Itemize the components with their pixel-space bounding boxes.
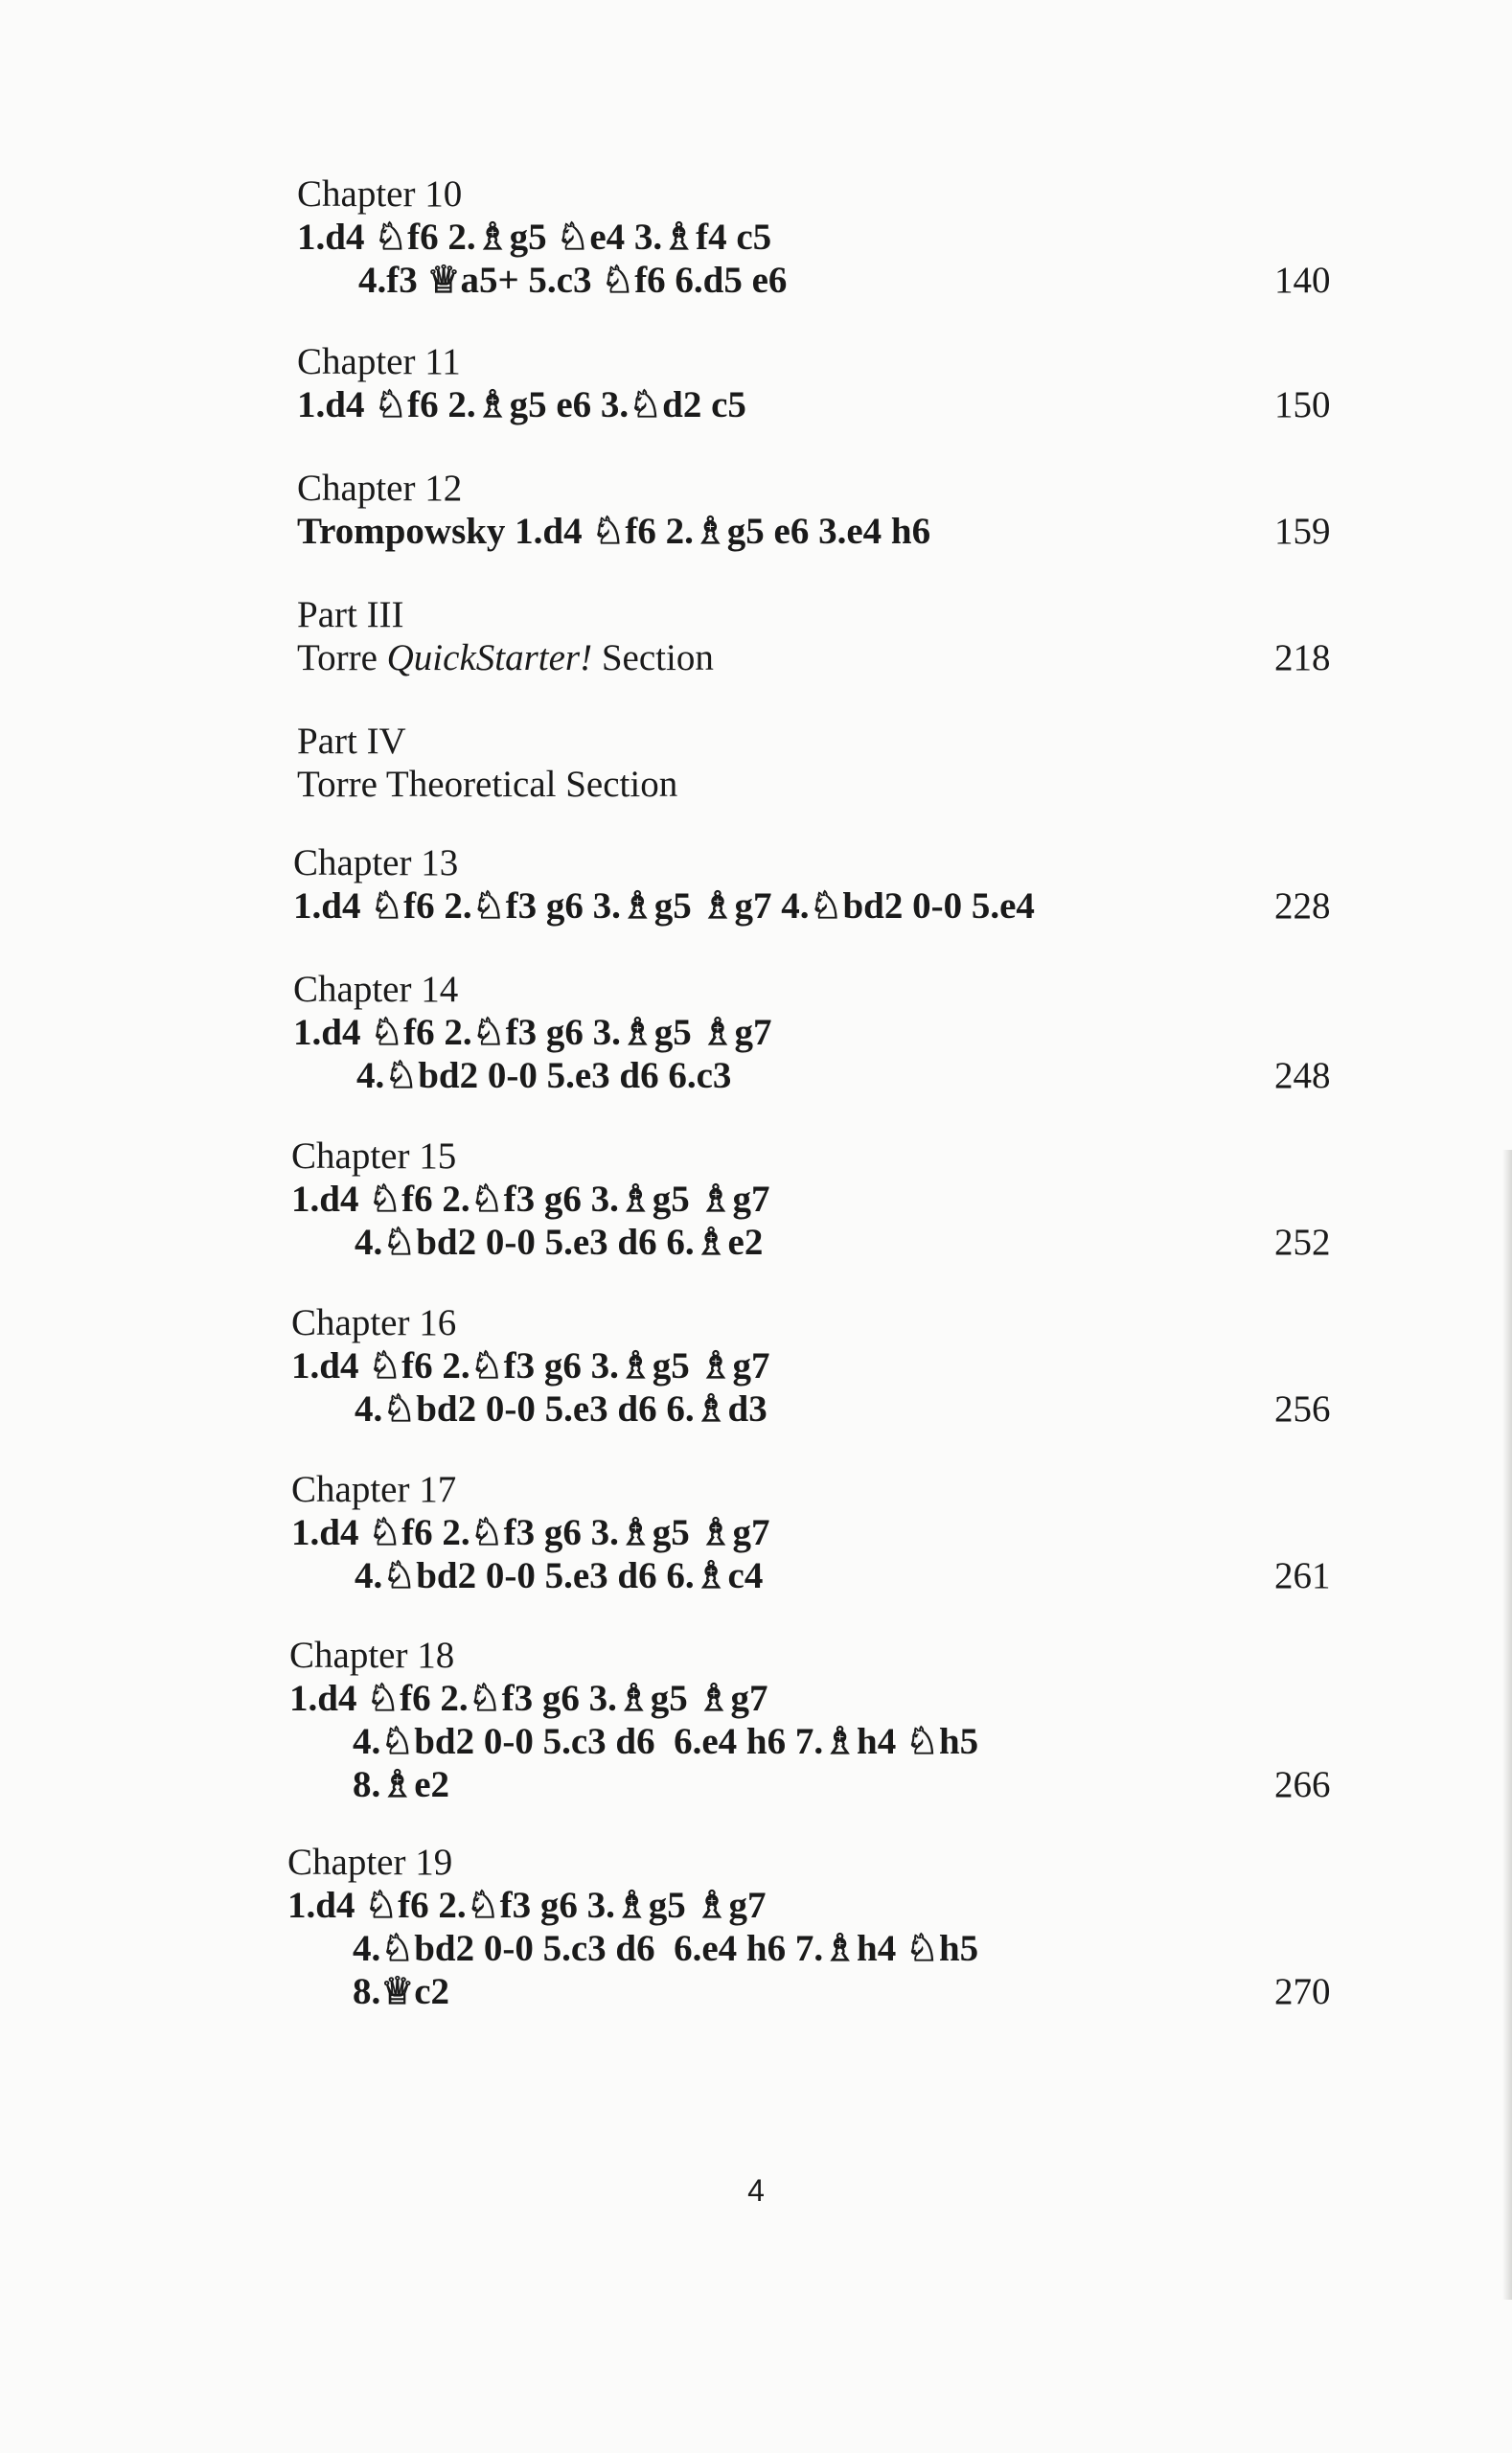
toc-entry-chapter-17 xyxy=(0,1468,1512,1597)
entry-moves-line: 1.d4 ♘f6 2.♘f3 g6 3.♗g5 ♗g7 xyxy=(287,1885,767,1926)
entry-moves-line: 1.d4 ♘f6 2.♘f3 g6 3.♗g5 ♗g7 xyxy=(293,1012,772,1053)
page-edge-shadow xyxy=(1502,1150,1512,2300)
entry-moves-line: Trompowsky 1.d4 ♘f6 2.♗g5 e6 3.e4 h6 xyxy=(297,511,931,552)
entry-moves-line: 4.f3 ♕a5+ 5.c3 ♘f6 6.d5 e6 xyxy=(358,260,788,301)
entry-title: Torre Theoretical Section xyxy=(297,764,678,805)
toc-entry-chapter-12 xyxy=(0,467,1512,553)
toc-entry-chapter-19 xyxy=(0,1841,1512,2013)
toc-entry-chapter-11 xyxy=(0,340,1512,426)
entry-page-number: 228 xyxy=(1274,885,1331,927)
title-italic: QuickStarter! xyxy=(386,637,593,678)
entry-page-number: 256 xyxy=(1274,1388,1331,1430)
entry-page-number: 150 xyxy=(1274,384,1331,425)
entry-label: Chapter 15 xyxy=(291,1135,457,1177)
title-suffix: Section xyxy=(592,637,714,678)
entry-label: Chapter 12 xyxy=(297,468,463,509)
entry-moves-line: 4.♘bd2 0-0 5.e3 d6 6.♗e2 xyxy=(355,1222,764,1263)
entry-page-number: 159 xyxy=(1274,511,1331,552)
entry-moves-line: 1.d4 ♘f6 2.♘f3 g6 3.♗g5 ♗g7 xyxy=(291,1345,770,1387)
toc-entry-chapter-14 xyxy=(0,968,1512,1097)
toc-entry-chapter-13 xyxy=(0,841,1512,928)
entry-page-number: 266 xyxy=(1274,1764,1331,1805)
entry-label: Chapter 13 xyxy=(293,842,459,883)
entry-label: Chapter 14 xyxy=(293,969,459,1010)
entry-moves-line: 8.♗e2 xyxy=(353,1764,450,1805)
entry-moves-line: 4.♘bd2 0-0 5.e3 d6 6.c3 xyxy=(356,1055,732,1096)
entry-moves-line: 8.♕c2 xyxy=(353,1971,450,2012)
toc-entry-chapter-10 xyxy=(0,172,1512,302)
entry-moves-line: 1.d4 ♘f6 2.♘f3 g6 3.♗g5 ♗g7 4.♘bd2 0-0 5.e4 xyxy=(293,885,1035,927)
entry-label: Part III xyxy=(297,594,404,635)
toc-entry-chapter-15 xyxy=(0,1135,1512,1264)
entry-label: Chapter 19 xyxy=(287,1842,453,1883)
entry-moves-line: 4.♘bd2 0-0 5.e3 d6 6.♗d3 xyxy=(355,1388,767,1430)
page-number: 4 xyxy=(747,2173,765,2208)
entry-moves-line: 4.♘bd2 0-0 5.e3 d6 6.♗c4 xyxy=(355,1555,764,1596)
entry-moves-line: 4.♘bd2 0-0 5.c3 d6 6.e4 h6 7.♗h4 ♘h5 xyxy=(353,1721,979,1762)
entry-label: Chapter 16 xyxy=(291,1302,457,1343)
entry-page-number: 252 xyxy=(1274,1222,1331,1263)
entry-page-number: 270 xyxy=(1274,1971,1331,2012)
entry-label: Chapter 10 xyxy=(297,173,463,215)
entry-page-number: 218 xyxy=(1274,637,1331,678)
toc-entry-chapter-16 xyxy=(0,1301,1512,1431)
toc-entry-chapter-18 xyxy=(0,1634,1512,1806)
entry-moves-line: 1.d4 ♘f6 2.♗g5 ♘e4 3.♗f4 c5 xyxy=(297,217,772,258)
toc-entry-part-3 xyxy=(0,593,1512,679)
entry-moves-line: 4.♘bd2 0-0 5.c3 d6 6.e4 h6 7.♗h4 ♘h5 xyxy=(353,1928,979,1969)
entry-page-number: 261 xyxy=(1274,1555,1331,1596)
entry-label: Part IV xyxy=(297,721,406,762)
entry-label: Chapter 18 xyxy=(289,1635,455,1676)
toc-entry-part-4 xyxy=(0,720,1512,806)
entry-moves-line: 1.d4 ♘f6 2.♘f3 g6 3.♗g5 ♗g7 xyxy=(291,1179,770,1220)
entry-moves-line: 1.d4 ♘f6 2.♗g5 e6 3.♘d2 c5 xyxy=(297,384,746,425)
entry-label: Chapter 17 xyxy=(291,1469,457,1510)
entry-moves-line: 1.d4 ♘f6 2.♘f3 g6 3.♗g5 ♗g7 xyxy=(289,1678,768,1719)
entry-page-number: 248 xyxy=(1274,1055,1331,1096)
title-prefix: Torre xyxy=(297,637,387,678)
entry-label: Chapter 11 xyxy=(297,341,461,382)
entry-moves-line: 1.d4 ♘f6 2.♘f3 g6 3.♗g5 ♗g7 xyxy=(291,1512,770,1553)
entry-page-number: 140 xyxy=(1274,260,1331,301)
